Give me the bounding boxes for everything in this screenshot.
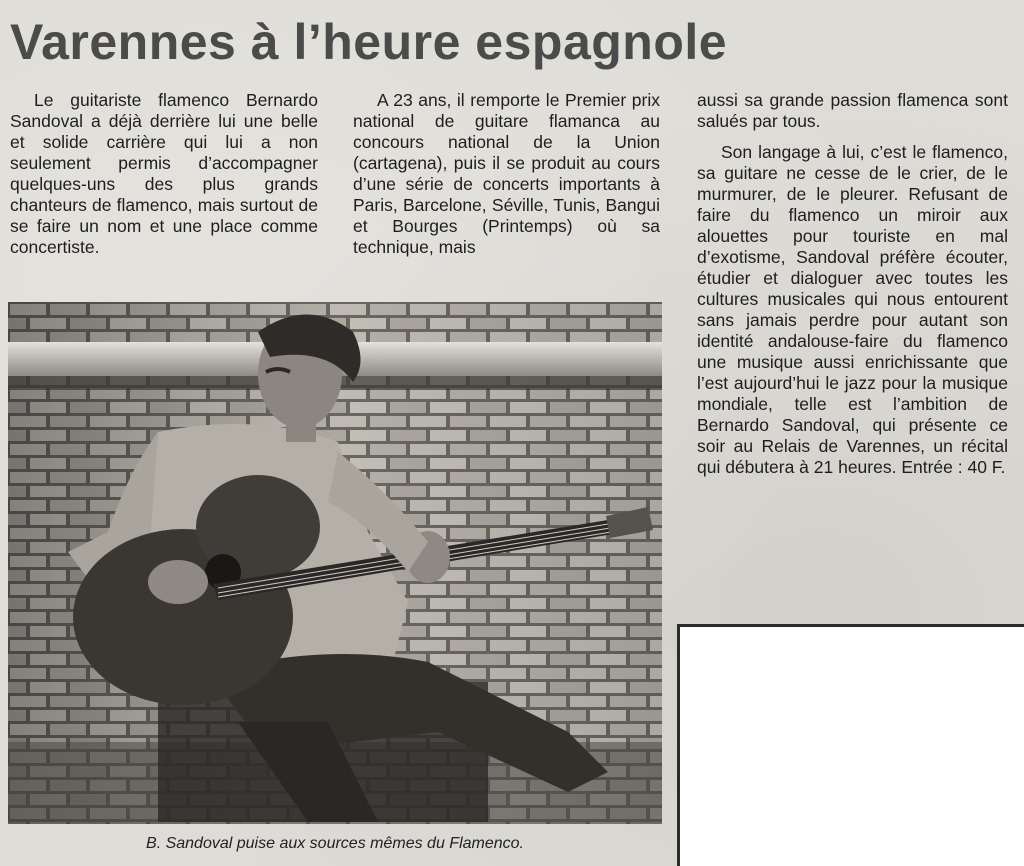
column-3-paragraph-1: aussi sa grande passion flamenca sont salués par tous. [697, 90, 1008, 131]
article-column-1 [10, 90, 318, 258]
article-column-3 [697, 90, 1008, 478]
article-headline: Varennes à l’heure espagnole [10, 14, 728, 70]
article-column-2 [353, 90, 660, 258]
column-1-paragraph-1: Le guitariste flamenco Bernardo Sandoval a déjà derrière lui une belle et solide carrière qui lui a non seulement permis d’accompagner quelques-uns des plus grands chanteurs de flamenco, mais surtout de se faire un nom et une place comme concertiste. [10, 90, 318, 257]
column-2-paragraph-1: A 23 ans, il remporte le Premier prix national de guitare flamanca au concours national de la Union (cartagena), puis il se produit au cours d’une série de concerts importants à Paris, Barcelone, Séville, Tunis, Bangui et Bourges (Printemps) où sa technique, mais [353, 90, 660, 257]
clipping-cut-edge [677, 624, 1024, 866]
guitarist-photo [8, 302, 662, 824]
column-3-paragraph-2: Son langage à lui, c’est le flamenco, sa guitare ne cesse de le crier, de le murmurer, de le pleurer. Refusant de faire du flamenco un miroir aux alouettes pour touriste en mal d’exotisme, Sandoval préfère écouter, étudier et dialoguer avec toutes les cultures musicales qui nous entourent sans jamais perdre pour autant son identité andalouse-faire du flamenco une musique aussi enrichissante que l’est aujourd’hui le jazz pour la musique mondiale, telle est l’ambition de Bernardo Sandoval, qui présente ce soir au Relais de Varennes, un récital qui débutera à 21 heures. Entrée : 40 F. [697, 142, 1008, 477]
photo-caption: B. Sandoval puise aux sources mêmes du Flamenco. [146, 835, 524, 852]
guitarist-photo-illustration [8, 302, 662, 824]
